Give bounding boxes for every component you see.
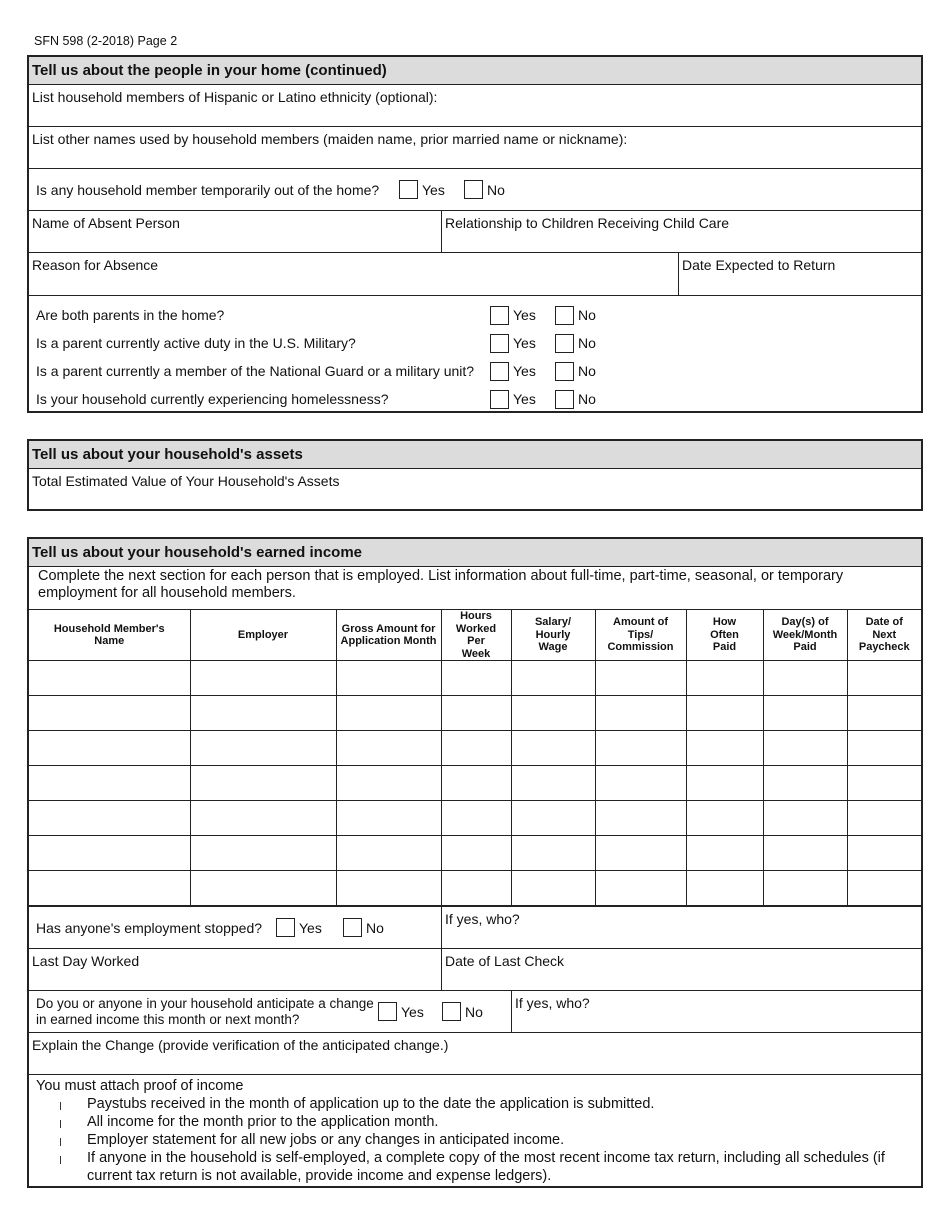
table-cell[interactable] — [511, 731, 595, 766]
parent-questions — [29, 296, 921, 418]
military-no-checkbox[interactable] — [555, 334, 574, 353]
parents-home-no[interactable]: No — [555, 306, 596, 325]
question-row — [36, 357, 921, 385]
table-cell[interactable] — [190, 836, 336, 871]
assets-section — [27, 439, 923, 511]
col-gross-amount: Gross Amount for Application Month — [336, 610, 441, 661]
table-row — [29, 766, 921, 801]
reason-field[interactable] — [29, 253, 678, 295]
income-section — [27, 537, 923, 1188]
table-row — [29, 801, 921, 836]
table-row — [29, 696, 921, 731]
assets-row — [29, 469, 921, 509]
table-cell[interactable] — [511, 801, 595, 836]
col-member-name: Household Member's Name — [29, 610, 190, 661]
table-cell[interactable] — [595, 836, 686, 871]
parents-home-yes[interactable]: Yes — [490, 306, 555, 325]
question-row — [36, 301, 921, 329]
employment-stopped-row — [29, 907, 921, 949]
income-instructions: Complete the next section for each person that is employed. List information about full-time, part-time, seasonal, or temporary employment for all household members. — [38, 568, 844, 601]
absent-no-option[interactable]: No — [464, 180, 505, 199]
table-cell[interactable] — [595, 696, 686, 731]
table-cell[interactable] — [441, 661, 511, 696]
anticipate-row — [29, 991, 921, 1033]
other-names-label: List other names used by household members (maiden name, prior married name or nickname): — [32, 131, 628, 147]
last-day-field[interactable] — [29, 949, 441, 990]
table-row — [29, 871, 921, 906]
absent-no-checkbox[interactable] — [464, 180, 483, 199]
last-day-label: Last Day Worked — [32, 953, 140, 969]
table-cell[interactable] — [190, 661, 336, 696]
table-cell[interactable] — [190, 731, 336, 766]
table-row — [29, 661, 921, 696]
homeless-yes[interactable]: Yes — [490, 390, 555, 409]
table-cell[interactable] — [190, 871, 336, 906]
question-row — [36, 385, 921, 413]
table-cell[interactable] — [336, 871, 441, 906]
table-cell[interactable] — [763, 871, 847, 906]
table-cell[interactable] — [336, 731, 441, 766]
anticipate-who-field[interactable] — [511, 991, 921, 1032]
table-cell[interactable] — [29, 696, 190, 731]
table-cell[interactable] — [686, 871, 763, 906]
absent-person-row — [29, 211, 921, 253]
guard-no[interactable]: No — [555, 362, 596, 381]
table-cell[interactable] — [511, 836, 595, 871]
table-cell[interactable] — [29, 871, 190, 906]
hispanic-field[interactable] — [29, 85, 921, 126]
absent-name-label: Name of Absent Person — [32, 215, 180, 231]
table-cell[interactable] — [686, 766, 763, 801]
table-cell[interactable] — [847, 801, 921, 836]
anticipate-yes-checkbox[interactable] — [378, 1002, 397, 1021]
stopped-yes-checkbox[interactable] — [276, 918, 295, 937]
last-work-row — [29, 949, 921, 991]
table-cell[interactable] — [441, 801, 511, 836]
hispanic-row — [29, 85, 921, 127]
question-parents-home: Are both parents in the home? — [36, 307, 225, 323]
hispanic-label: List household members of Hispanic or Latino ethnicity (optional): — [32, 89, 438, 105]
employment-stopped-question: Has anyone's employment stopped? — [36, 919, 263, 936]
table-cell[interactable] — [686, 661, 763, 696]
date-return-field[interactable] — [678, 253, 921, 295]
table-header-row — [29, 610, 921, 661]
anticipate-no-option[interactable]: No — [442, 1002, 483, 1021]
table-cell[interactable] — [595, 766, 686, 801]
assets-total-label: Total Estimated Value of Your Household's Assets — [32, 473, 340, 489]
table-cell[interactable] — [763, 661, 847, 696]
proof-row — [29, 1075, 921, 1193]
people-header: Tell us about the people in your home (continued) — [29, 57, 921, 85]
homeless-no[interactable]: No — [555, 390, 596, 409]
assets-total-field[interactable] — [29, 469, 921, 509]
table-cell[interactable] — [763, 696, 847, 731]
table-cell[interactable] — [441, 696, 511, 731]
anticipate-yes-option[interactable]: Yes — [378, 1002, 442, 1021]
guard-yes[interactable]: Yes — [490, 362, 555, 381]
table-cell[interactable] — [595, 871, 686, 906]
table-cell[interactable] — [336, 766, 441, 801]
table-cell[interactable] — [763, 731, 847, 766]
col-next-paycheck: Date of Next Paycheck — [847, 610, 921, 661]
people-section — [27, 55, 923, 413]
table-cell[interactable] — [763, 836, 847, 871]
income-instructions-row — [29, 567, 921, 610]
question-homelessness: Is your household currently experiencing homelessness? — [36, 391, 389, 407]
reason-label: Reason for Absence — [32, 257, 159, 273]
table-cell[interactable] — [190, 801, 336, 836]
table-cell[interactable] — [847, 766, 921, 801]
military-yes[interactable]: Yes — [490, 334, 555, 353]
table-cell[interactable] — [441, 731, 511, 766]
other-names-field[interactable] — [29, 127, 921, 168]
table-cell[interactable] — [511, 661, 595, 696]
table-cell[interactable] — [511, 696, 595, 731]
explain-row — [29, 1033, 921, 1075]
proof-of-income — [29, 1075, 921, 1193]
stopped-no-checkbox[interactable] — [343, 918, 362, 937]
table-cell[interactable] — [336, 696, 441, 731]
military-yes-checkbox[interactable] — [490, 334, 509, 353]
table-cell[interactable] — [29, 836, 190, 871]
table-cell[interactable] — [441, 766, 511, 801]
absent-yes-option[interactable]: Yes — [399, 180, 464, 199]
absent-yes-checkbox[interactable] — [399, 180, 418, 199]
military-no[interactable]: No — [555, 334, 596, 353]
col-employer: Employer — [190, 610, 336, 661]
col-tips-commission: Amount of Tips/ Commission — [595, 610, 686, 661]
table-cell[interactable] — [847, 836, 921, 871]
stopped-yes-option[interactable]: Yes — [276, 918, 343, 937]
proof-item: If anyone in the household is self-employed, a complete copy of the most recent income tax return, including all schedules (if current tax return is not available, provide income and expense ledgers). — [58, 1149, 914, 1185]
last-check-field[interactable] — [441, 949, 921, 990]
table-cell[interactable] — [511, 766, 595, 801]
question-military: Is a parent currently active duty in the U.S. Military? — [36, 335, 356, 351]
table-cell[interactable] — [595, 801, 686, 836]
table-cell[interactable] — [29, 661, 190, 696]
assets-header: Tell us about your household's assets — [29, 441, 921, 469]
income-header: Tell us about your household's earned income — [29, 539, 921, 567]
table-cell[interactable] — [686, 696, 763, 731]
table-cell[interactable] — [847, 696, 921, 731]
col-salary-wage: Salary/ Hourly Wage — [511, 610, 595, 661]
col-how-often-paid: How Often Paid — [686, 610, 763, 661]
stopped-who-label: If yes, who? — [445, 911, 520, 927]
table-row — [29, 731, 921, 766]
proof-list — [58, 1095, 914, 1185]
table-cell[interactable] — [29, 731, 190, 766]
relationship-label: Relationship to Children Receiving Child Care — [445, 215, 730, 231]
table-cell[interactable] — [29, 766, 190, 801]
table-cell[interactable] — [190, 766, 336, 801]
proof-title: You must attach proof of income — [36, 1078, 244, 1094]
table-cell[interactable] — [511, 871, 595, 906]
table-cell[interactable] — [686, 731, 763, 766]
absent-question: Is any household member temporarily out of the home? — [36, 181, 380, 198]
stopped-who-field[interactable] — [441, 907, 921, 948]
table-cell[interactable] — [595, 661, 686, 696]
proof-item: Paystubs received in the month of application up to the date the application is submitted. — [58, 1095, 914, 1113]
income-table — [29, 610, 921, 906]
absent-question-row — [29, 169, 921, 211]
guard-yes-checkbox[interactable] — [490, 362, 509, 381]
question-row — [36, 329, 921, 357]
anticipate-who-label: If yes, who? — [515, 995, 590, 1011]
table-cell[interactable] — [595, 731, 686, 766]
table-cell[interactable] — [441, 871, 511, 906]
homeless-no-checkbox[interactable] — [555, 390, 574, 409]
col-days-paid: Day(s) of Week/Month Paid — [763, 610, 847, 661]
absent-name-field[interactable] — [29, 211, 441, 252]
proof-item: All income for the month prior to the application month. — [58, 1113, 914, 1131]
question-national-guard: Is a parent currently a member of the National Guard or a military unit? — [36, 363, 475, 379]
table-cell[interactable] — [441, 836, 511, 871]
anticipate-question: Do you or anyone in your household anticipate a change in earned income this month or next month? — [36, 996, 374, 1027]
table-cell[interactable] — [336, 836, 441, 871]
table-cell[interactable] — [847, 731, 921, 766]
parents-home-yes-checkbox[interactable] — [490, 306, 509, 325]
table-cell[interactable] — [686, 836, 763, 871]
table-cell[interactable] — [763, 801, 847, 836]
table-cell[interactable] — [190, 696, 336, 731]
explain-field[interactable] — [29, 1033, 921, 1074]
relationship-field[interactable] — [441, 211, 921, 252]
income-table-row — [29, 610, 921, 907]
date-return-label: Date Expected to Return — [682, 257, 836, 273]
parents-home-no-checkbox[interactable] — [555, 306, 574, 325]
table-cell[interactable] — [29, 801, 190, 836]
stopped-no-option[interactable]: No — [343, 918, 384, 937]
table-row — [29, 836, 921, 871]
table-cell[interactable] — [336, 801, 441, 836]
col-hours-worked: Hours Worked Per Week — [441, 610, 511, 661]
table-cell[interactable] — [686, 801, 763, 836]
last-check-label: Date of Last Check — [445, 953, 565, 969]
table-cell[interactable] — [763, 766, 847, 801]
explain-label: Explain the Change (provide verification of the anticipated change.) — [32, 1037, 449, 1053]
absence-reason-row — [29, 253, 921, 296]
form-id: SFN 598 (2-2018) Page 2 — [34, 34, 178, 48]
guard-no-checkbox[interactable] — [555, 362, 574, 381]
proof-item: Employer statement for all new jobs or any changes in anticipated income. — [58, 1131, 914, 1149]
table-cell[interactable] — [847, 871, 921, 906]
other-names-row — [29, 127, 921, 169]
anticipate-no-checkbox[interactable] — [442, 1002, 461, 1021]
homeless-yes-checkbox[interactable] — [490, 390, 509, 409]
table-cell[interactable] — [336, 661, 441, 696]
table-cell[interactable] — [847, 661, 921, 696]
